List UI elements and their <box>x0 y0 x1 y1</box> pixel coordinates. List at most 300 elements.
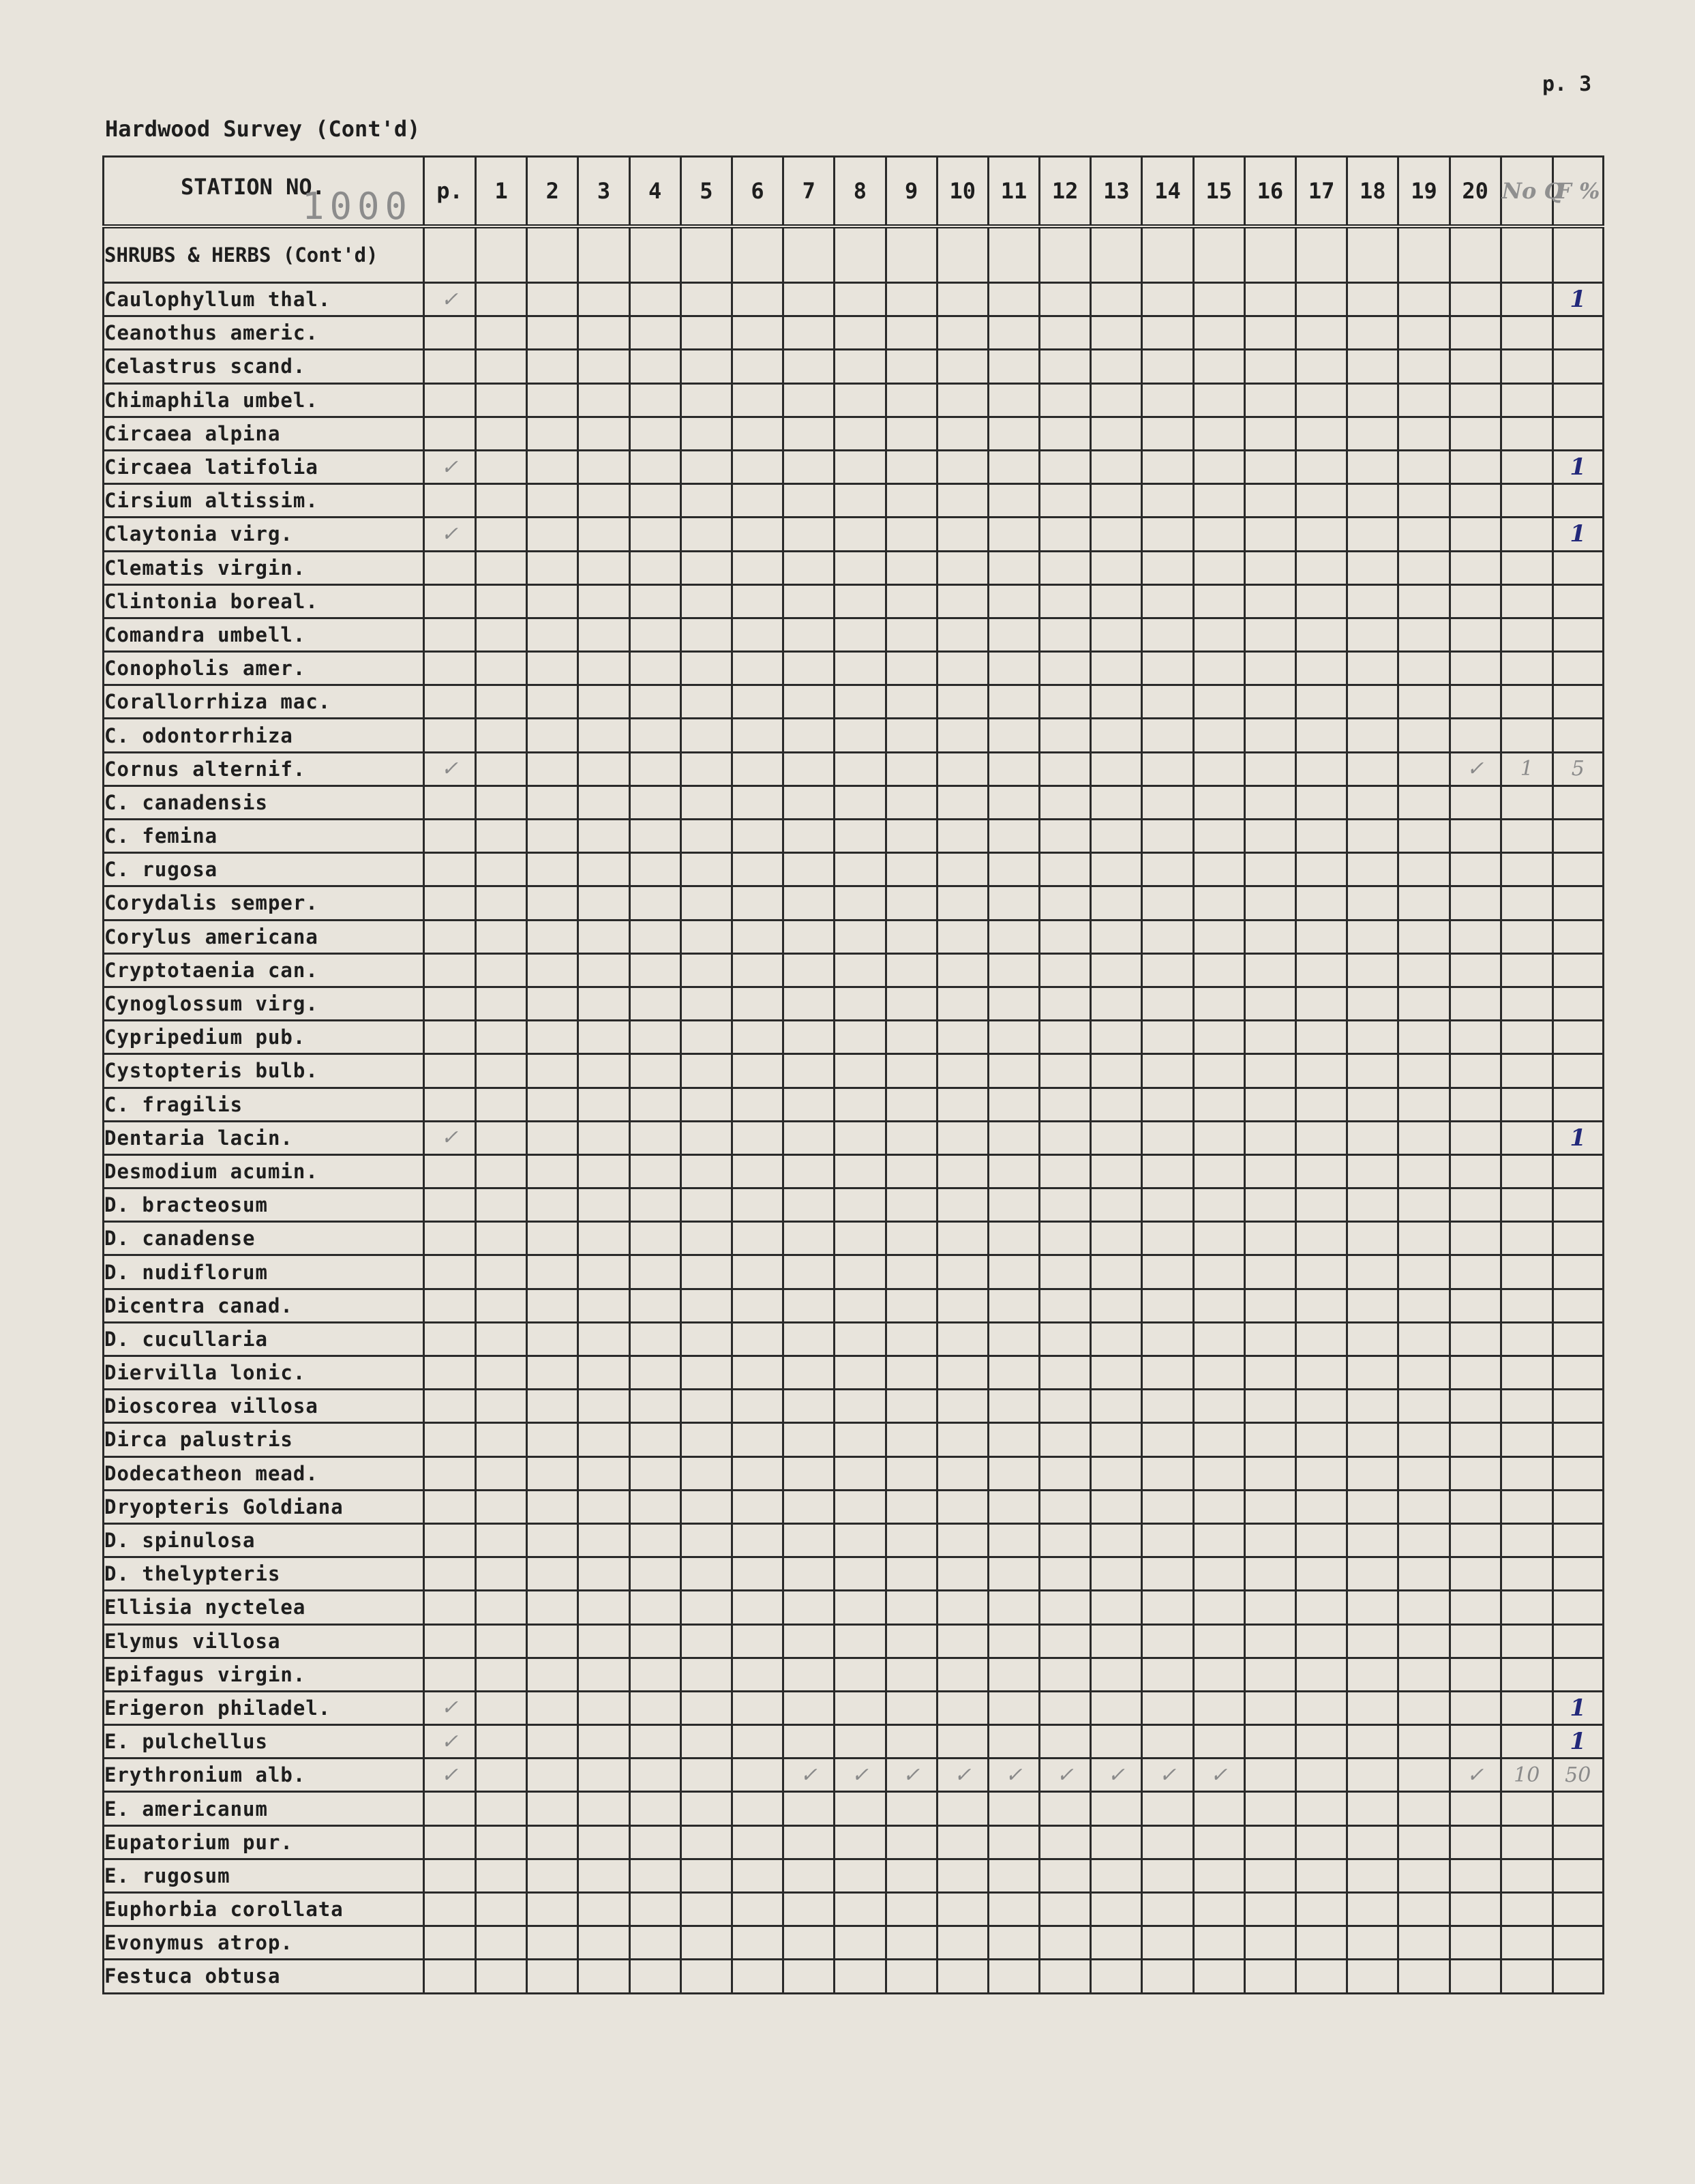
station-cell <box>629 383 680 417</box>
species-row <box>104 719 1604 752</box>
station-cell: ✓ <box>1142 1759 1193 1792</box>
station-cell <box>937 719 988 752</box>
station-cell <box>835 1356 886 1390</box>
station-cell <box>988 450 1039 483</box>
f-percent-value <box>1552 987 1603 1020</box>
station-cell <box>1398 953 1450 987</box>
station-cell <box>1244 1792 1295 1825</box>
empty-cell <box>527 226 578 283</box>
no-q-value <box>1501 316 1552 350</box>
station-cell <box>835 652 886 685</box>
station-cell <box>476 920 527 953</box>
f-percent-value <box>1552 1054 1603 1088</box>
station-cell <box>680 1390 732 1423</box>
station-cell <box>1091 1490 1142 1523</box>
station-cell <box>783 752 835 786</box>
station-cell <box>1142 1456 1193 1490</box>
station-cell <box>527 1691 578 1724</box>
station-cell <box>1244 1490 1295 1523</box>
station-cell <box>1450 1691 1501 1724</box>
station-cell <box>1296 987 1347 1020</box>
station-cell <box>732 1154 783 1188</box>
station-cell <box>1244 350 1295 383</box>
station-cell <box>1142 618 1193 651</box>
f-percent-value <box>1552 1154 1603 1188</box>
station-cell: ✓ <box>1193 1759 1244 1792</box>
station-cell <box>527 1021 578 1054</box>
empty-cell <box>1552 226 1603 283</box>
species-name: E. rugosum <box>104 1859 424 1892</box>
species-name: D. spinulosa <box>104 1523 424 1557</box>
f-percent-value <box>1552 1222 1603 1255</box>
station-cell <box>1142 987 1193 1020</box>
presence-mark <box>424 886 476 920</box>
station-cell <box>1193 518 1244 551</box>
presence-mark <box>424 618 476 651</box>
station-cell <box>1193 786 1244 819</box>
station-cell <box>1347 1926 1398 1960</box>
station-cell <box>783 1054 835 1088</box>
station-cell <box>629 1859 680 1892</box>
station-cell <box>937 350 988 383</box>
station-cell <box>1193 1591 1244 1624</box>
station-cell <box>937 1557 988 1591</box>
station-cell <box>680 584 732 618</box>
station-cell <box>527 1792 578 1825</box>
species-name: Caulophyllum thal. <box>104 283 424 316</box>
station-cell <box>937 1054 988 1088</box>
presence-mark <box>424 853 476 886</box>
station-cell <box>783 484 835 518</box>
station-cell <box>988 685 1039 719</box>
station-cell <box>1193 1088 1244 1121</box>
station-cell <box>578 1456 629 1490</box>
station-cell <box>1040 685 1091 719</box>
species-name: Dodecatheon mead. <box>104 1456 424 1490</box>
station-cell <box>988 316 1039 350</box>
station-cell <box>988 652 1039 685</box>
station-cell <box>1040 283 1091 316</box>
station-cell <box>783 853 835 886</box>
station-cell <box>1091 1222 1142 1255</box>
station-cell <box>476 752 527 786</box>
station-cell <box>783 1222 835 1255</box>
station-cell <box>1040 1356 1091 1390</box>
station-cell <box>476 1021 527 1054</box>
station-cell <box>835 1893 886 1926</box>
station-cell <box>1091 350 1142 383</box>
station-cell <box>476 518 527 551</box>
station-cell <box>1398 350 1450 383</box>
station-cell <box>1347 417 1398 450</box>
station-cell <box>1296 1624 1347 1658</box>
presence-mark <box>424 1188 476 1222</box>
station-cell <box>527 350 578 383</box>
station-cell <box>1193 652 1244 685</box>
station-cell <box>1142 953 1193 987</box>
station-cell <box>783 1859 835 1892</box>
station-cell <box>1142 1725 1193 1759</box>
station-cell <box>680 685 732 719</box>
station-cell <box>578 1557 629 1591</box>
station-cell <box>1347 1222 1398 1255</box>
station-cell <box>937 685 988 719</box>
presence-mark <box>424 1356 476 1390</box>
station-cell <box>680 1960 732 1993</box>
station-cell <box>1040 350 1091 383</box>
station-cell <box>732 1759 783 1792</box>
station-cell <box>937 1289 988 1322</box>
station-cell <box>476 316 527 350</box>
presence-mark <box>424 953 476 987</box>
station-cell <box>732 1960 783 1993</box>
station-cell <box>783 1322 835 1356</box>
station-cell <box>937 1792 988 1825</box>
species-name: Cystopteris bulb. <box>104 1054 424 1088</box>
station-cell <box>578 518 629 551</box>
station-cell <box>629 1255 680 1289</box>
station-cell <box>886 1490 937 1523</box>
station-cell <box>1398 283 1450 316</box>
no-q-value <box>1501 1725 1552 1759</box>
station-cell <box>1296 1423 1347 1456</box>
station-cell <box>1244 1691 1295 1724</box>
station-cell <box>835 1557 886 1591</box>
station-cell <box>629 450 680 483</box>
no-q-value <box>1501 584 1552 618</box>
station-cell <box>629 953 680 987</box>
f-percent-value <box>1552 1088 1603 1121</box>
no-q-value <box>1501 652 1552 685</box>
species-row <box>104 1624 1604 1658</box>
station-cell <box>937 1322 988 1356</box>
station-cell <box>1193 584 1244 618</box>
station-cell <box>1347 1054 1398 1088</box>
station-cell <box>1398 450 1450 483</box>
station-cell <box>578 1121 629 1154</box>
station-cell <box>527 518 578 551</box>
station-cell <box>1193 1691 1244 1724</box>
station-cell <box>1244 584 1295 618</box>
station-cell <box>476 1591 527 1624</box>
station-cell <box>1244 786 1295 819</box>
no-q-value <box>1501 886 1552 920</box>
station-cell <box>783 953 835 987</box>
station-cell <box>1398 1591 1450 1624</box>
station-cell <box>1040 1725 1091 1759</box>
station-cell <box>1296 383 1347 417</box>
station-cell <box>988 752 1039 786</box>
station-cell <box>1193 316 1244 350</box>
station-cell <box>835 417 886 450</box>
station-cell <box>476 1624 527 1658</box>
species-name: Dryopteris Goldiana <box>104 1490 424 1523</box>
station-cell <box>578 1658 629 1691</box>
station-cell <box>1296 484 1347 518</box>
station-cell: ✓ <box>835 1759 886 1792</box>
station-cell <box>732 1691 783 1724</box>
species-row <box>104 551 1604 584</box>
station-cell <box>732 1591 783 1624</box>
station-cell <box>476 1725 527 1759</box>
no-q-value <box>1501 1423 1552 1456</box>
station-cell <box>732 618 783 651</box>
station-cell <box>680 752 732 786</box>
station-cell <box>1091 1825 1142 1859</box>
document-title: Hardwood Survey (Cont'd) <box>105 116 421 142</box>
station-cell <box>476 1859 527 1892</box>
station-cell <box>1347 484 1398 518</box>
station-cell <box>886 1792 937 1825</box>
station-cell <box>1347 1658 1398 1691</box>
f-percent-value: 50 <box>1552 1759 1603 1792</box>
station-cell <box>1244 283 1295 316</box>
station-cell <box>527 551 578 584</box>
no-q-value <box>1501 1121 1552 1154</box>
station-cell <box>1296 953 1347 987</box>
station-cell <box>1398 920 1450 953</box>
station-cell <box>732 283 783 316</box>
station-cell <box>886 987 937 1020</box>
empty-cell <box>424 226 476 283</box>
station-cell <box>783 1356 835 1390</box>
station-cell <box>1398 417 1450 450</box>
no-q-value <box>1501 1490 1552 1523</box>
station-cell <box>835 283 886 316</box>
species-name: C. rugosa <box>104 853 424 886</box>
station-cell <box>1450 518 1501 551</box>
station-cell <box>783 618 835 651</box>
species-name: Dirca palustris <box>104 1423 424 1456</box>
station-cell <box>527 1557 578 1591</box>
station-cell <box>1193 1490 1244 1523</box>
station-cell <box>476 1121 527 1154</box>
station-cell <box>732 987 783 1020</box>
species-row <box>104 1523 1604 1557</box>
station-cell <box>1450 820 1501 853</box>
species-name: Celastrus scand. <box>104 350 424 383</box>
station-cell <box>476 820 527 853</box>
station-cell <box>1450 886 1501 920</box>
station-cell <box>783 1021 835 1054</box>
station-cell <box>1142 1490 1193 1523</box>
station-cell <box>783 1691 835 1724</box>
f-percent-value <box>1552 1926 1603 1960</box>
station-cell <box>1040 1825 1091 1859</box>
station-cell <box>783 584 835 618</box>
station-cell <box>1296 618 1347 651</box>
station-cell <box>1296 584 1347 618</box>
station-cell <box>835 518 886 551</box>
station-cell <box>527 1121 578 1154</box>
station-cell <box>629 1088 680 1121</box>
species-row <box>104 383 1604 417</box>
presence-mark <box>424 1054 476 1088</box>
station-cell <box>783 1154 835 1188</box>
station-cell <box>476 1390 527 1423</box>
station-cell <box>680 886 732 920</box>
station-cell <box>527 1054 578 1088</box>
station-number: 1000 <box>302 185 413 228</box>
station-cell <box>988 1255 1039 1289</box>
species-row <box>104 953 1604 987</box>
station-cell <box>1244 1188 1295 1222</box>
station-cell <box>1091 1054 1142 1088</box>
station-cell <box>1091 1624 1142 1658</box>
station-cell <box>886 1154 937 1188</box>
station-cell <box>1091 1893 1142 1926</box>
station-cell <box>527 1825 578 1859</box>
f-percent-value <box>1552 1557 1603 1591</box>
station-cell <box>1142 786 1193 819</box>
station-cell <box>732 752 783 786</box>
station-cell <box>1296 1289 1347 1322</box>
station-cell <box>937 1490 988 1523</box>
f-percent-value <box>1552 1490 1603 1523</box>
station-cell <box>732 417 783 450</box>
station-cell <box>1193 1792 1244 1825</box>
station-cell <box>1040 584 1091 618</box>
station-cell <box>1347 685 1398 719</box>
station-cell <box>732 383 783 417</box>
species-row <box>104 1322 1604 1356</box>
station-cell <box>1091 1423 1142 1456</box>
station-cell <box>732 1624 783 1658</box>
station-cell <box>1450 1893 1501 1926</box>
station-cell <box>1193 752 1244 786</box>
station-cell <box>476 1423 527 1456</box>
station-cell <box>1040 1456 1091 1490</box>
station-cell <box>629 551 680 584</box>
station-cell <box>527 1088 578 1121</box>
station-cell <box>1398 1658 1450 1691</box>
station-cell <box>1091 886 1142 920</box>
presence-mark <box>424 1255 476 1289</box>
station-cell <box>1296 820 1347 853</box>
station-cell <box>629 987 680 1020</box>
station-cell <box>1296 886 1347 920</box>
species-name: Evonymus atrop. <box>104 1926 424 1960</box>
station-cell <box>1193 1825 1244 1859</box>
station-cell <box>1296 752 1347 786</box>
station-header <box>104 157 424 227</box>
station-cell <box>629 1021 680 1054</box>
station-cell <box>1040 987 1091 1020</box>
station-cell <box>629 1557 680 1591</box>
station-cell <box>578 1825 629 1859</box>
station-cell <box>1398 1289 1450 1322</box>
station-cell <box>937 1859 988 1892</box>
station-cell <box>1296 1926 1347 1960</box>
station-cell <box>937 450 988 483</box>
station-cell <box>1091 383 1142 417</box>
station-cell <box>886 1725 937 1759</box>
station-cell <box>1091 987 1142 1020</box>
station-cell <box>1347 283 1398 316</box>
station-cell <box>476 450 527 483</box>
station-cell <box>578 1390 629 1423</box>
station-cell <box>1091 417 1142 450</box>
species-row <box>104 1222 1604 1255</box>
station-cell <box>835 853 886 886</box>
station-cell <box>1142 1322 1193 1356</box>
station-cell <box>1347 886 1398 920</box>
col-header-station: 15 <box>1193 157 1244 227</box>
empty-cell <box>783 226 835 283</box>
station-cell <box>732 1423 783 1456</box>
station-cell <box>1347 383 1398 417</box>
station-cell <box>886 1523 937 1557</box>
empty-cell <box>680 226 732 283</box>
species-rows <box>104 226 1604 1993</box>
station-cell <box>835 1088 886 1121</box>
station-cell <box>1193 1255 1244 1289</box>
f-percent-value <box>1552 1456 1603 1490</box>
station-cell <box>988 1188 1039 1222</box>
station-cell <box>937 1658 988 1691</box>
station-cell <box>527 1893 578 1926</box>
station-cell <box>1450 1591 1501 1624</box>
station-cell <box>629 484 680 518</box>
station-cell <box>1347 752 1398 786</box>
station-cell <box>1193 1523 1244 1557</box>
station-cell <box>1142 1088 1193 1121</box>
station-cell <box>988 1356 1039 1390</box>
station-cell <box>1040 920 1091 953</box>
station-cell <box>476 1154 527 1188</box>
species-row <box>104 820 1604 853</box>
station-cell <box>1398 1188 1450 1222</box>
station-cell <box>1142 752 1193 786</box>
station-cell <box>1244 853 1295 886</box>
species-row <box>104 685 1604 719</box>
station-cell <box>578 1759 629 1792</box>
station-cell <box>732 1188 783 1222</box>
station-cell <box>1398 1121 1450 1154</box>
species-name: E. americanum <box>104 1792 424 1825</box>
station-cell <box>886 1088 937 1121</box>
station-cell <box>578 953 629 987</box>
station-cell <box>680 1222 732 1255</box>
station-cell <box>886 886 937 920</box>
station-cell <box>988 1926 1039 1960</box>
station-cell <box>1296 1021 1347 1054</box>
survey-sheet <box>102 155 1602 2022</box>
station-cell <box>629 1456 680 1490</box>
station-cell <box>886 1255 937 1289</box>
station-cell <box>1244 518 1295 551</box>
species-name: Cornus alternif. <box>104 752 424 786</box>
presence-mark <box>424 383 476 417</box>
station-cell <box>783 820 835 853</box>
no-q-value <box>1501 987 1552 1020</box>
station-cell <box>886 1624 937 1658</box>
no-q-value <box>1501 618 1552 651</box>
station-cell <box>629 1121 680 1154</box>
no-q-value <box>1501 551 1552 584</box>
station-cell <box>988 1423 1039 1456</box>
col-header-station: 16 <box>1244 157 1295 227</box>
f-percent-value <box>1552 1960 1603 1993</box>
species-name: C. canadensis <box>104 786 424 819</box>
station-cell <box>1296 1054 1347 1088</box>
header-row <box>104 157 1604 227</box>
station-cell <box>835 953 886 987</box>
empty-cell <box>886 226 937 283</box>
station-cell <box>1450 383 1501 417</box>
species-name: Dicentra canad. <box>104 1289 424 1322</box>
species-row <box>104 1792 1604 1825</box>
